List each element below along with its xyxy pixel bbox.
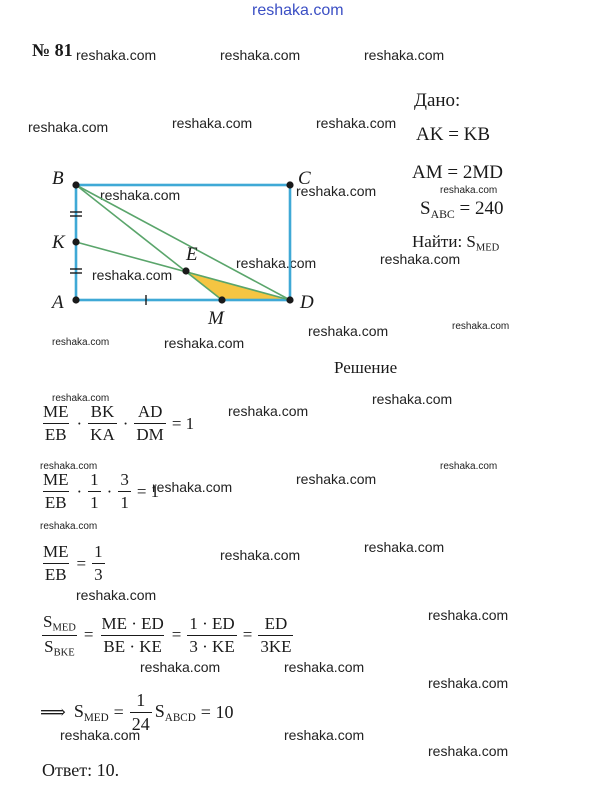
watermark: reshaka.com (236, 255, 317, 271)
watermark: reshaka.com (60, 727, 141, 743)
watermark: reshaka.com (380, 251, 461, 267)
point-c (286, 181, 293, 188)
fraction: $\frac{3}{1}$ (120, 470, 129, 512)
watermark: reshaka.com (52, 337, 110, 348)
label-c: C (298, 168, 311, 189)
label-k: K (52, 232, 65, 253)
watermark: reshaka.com (428, 607, 509, 623)
point-b (72, 181, 79, 188)
point-a (72, 296, 79, 303)
fraction: $\frac{1 \cdot ED}{3 \cdot KE}$ (189, 613, 235, 656)
watermark: reshaka.com (428, 743, 509, 759)
watermark: reshaka.com (172, 115, 253, 131)
watermark: reshaka.com (92, 267, 173, 283)
fraction: $\frac{ME \cdot ED}{BE \cdot KE}$ (101, 613, 164, 656)
watermark: reshaka.com (372, 391, 453, 407)
area-value: = 240 (459, 198, 504, 219)
equation-4: $\frac{S_{MED}}{S_{BKE}}$ = $\frac{ME \cdot ED}{BE \cdot KE}$ = $\frac{1 \cdot ED}{3 \cdot KE}$ = $\frac{ED}{3KE}$ (43, 612, 292, 659)
equation-2: $\frac{ME}{EB}$ · $\frac{1}{1}$ · $\frac{3}{1}$ = 1 (43, 470, 160, 512)
point-d (286, 296, 293, 303)
find-subscript: MED (475, 242, 500, 254)
segment-bm (76, 185, 222, 300)
watermark: reshaka.com (52, 393, 110, 404)
watermark: reshaka.com (228, 403, 309, 419)
watermark: reshaka.com (140, 659, 221, 675)
watermark: reshaka.com (40, 521, 98, 532)
problem-number: № 81 (32, 40, 73, 60)
watermark: reshaka.com (296, 183, 377, 199)
watermark: reshaka.com (28, 119, 109, 135)
fraction: $\frac{BK}{KA}$ (90, 402, 115, 444)
watermark: reshaka.com (152, 479, 233, 495)
label-m: M (208, 308, 224, 329)
point-e (182, 267, 189, 274)
equation-3: $\frac{ME}{EB}$ = $\frac{1}{3}$ (43, 542, 103, 584)
fraction: $\frac{ME}{EB}$ (43, 542, 69, 584)
label-b: B (52, 168, 64, 189)
watermark: reshaka.com (220, 547, 301, 563)
watermark: reshaka.com (440, 461, 498, 472)
watermark: reshaka.com (164, 335, 245, 351)
area-subscript: ABC (430, 208, 455, 222)
watermark: reshaka.com (100, 187, 181, 203)
watermark: reshaka.com (452, 321, 510, 332)
area-symbol: S (420, 198, 431, 219)
watermark: reshaka.com (316, 115, 397, 131)
given-header: Дано: (414, 90, 461, 111)
equation-5: ⟹ $S_{MED}$ = $\frac{1}{24}$ $S_{ABCD}$ = 10 (40, 690, 234, 734)
given-line-2: AM = 2MD (412, 162, 503, 183)
fraction: $\frac{AD}{DM}$ (136, 402, 164, 444)
watermark: reshaka.com (428, 675, 509, 691)
label-a: A (52, 292, 64, 313)
given-line-1: AK = KB (416, 124, 491, 145)
watermark: reshaka.com (220, 47, 301, 63)
watermark: reshaka.com (364, 47, 445, 63)
watermark: reshaka.com (284, 727, 365, 743)
watermark: reshaka.com (308, 323, 389, 339)
watermark: reshaka.com (364, 539, 445, 555)
watermark-top: reshaka.com (252, 2, 344, 19)
watermark: reshaka.com (296, 471, 377, 487)
watermark: reshaka.com (76, 47, 157, 63)
watermark: reshaka.com (40, 461, 98, 472)
fraction: $\frac{1}{24}$ (131, 690, 150, 734)
watermark: reshaka.com (440, 185, 498, 196)
fraction: $\frac{ME}{EB}$ (43, 402, 69, 444)
solution-header: Решение (334, 358, 398, 377)
watermark: reshaka.com (284, 659, 365, 675)
answer: Ответ: 10. (42, 760, 120, 780)
fraction: $\frac{ME}{EB}$ (43, 470, 69, 512)
fraction: $\frac{1}{3}$ (94, 542, 103, 584)
fraction: $\frac{ED}{3KE}$ (260, 613, 292, 656)
point-m (218, 296, 225, 303)
equation-1: $\frac{ME}{EB}$ · $\frac{BK}{KA}$ · $\frac{AD}{DM}$ = 1 (43, 402, 195, 444)
label-d: D (300, 292, 314, 313)
watermark: reshaka.com (76, 587, 157, 603)
fraction: $\frac{S_{MED}}{S_{BKE}}$ (43, 612, 76, 659)
fraction: $\frac{1}{1}$ (90, 470, 99, 512)
label-e: E (186, 244, 198, 265)
point-k (72, 238, 79, 245)
find-label: Найти: S (412, 232, 476, 251)
segment-bd (76, 185, 290, 300)
